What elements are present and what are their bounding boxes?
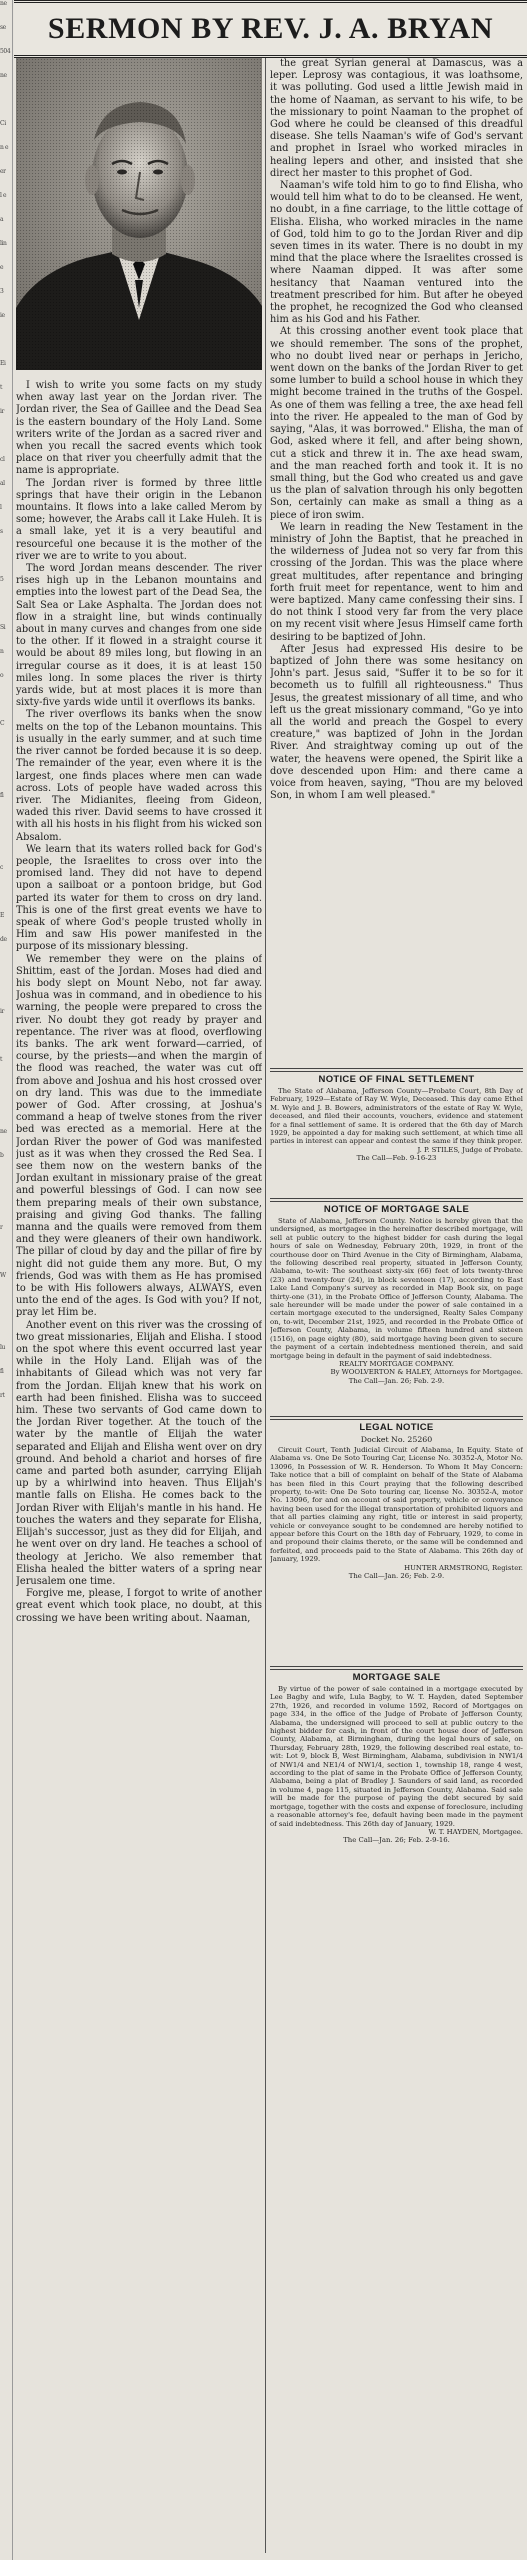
sermon-paragraph: At this crossing another event took place that we should remember. The sons of the prophet, who no doubt lived near or perhaps in Jericho, went down on the banks of the Jordan River to get some lumber to build a school house in which they might become trained in the truths of the Gospel. As one of them was felling a tree, the axe head fell into the river. He appealed to the man of God by saying, "Alas, it was borrowed." Elisha, the man of God, asked where it fell, and after being shown, cut a stick and threw it in. The axe head swam, and the man reached forth and took it. It is no small thing, but the God who created us and gave us the plan of salvation through his only begotten Son, certainly can make as small a thing as a piece of iron swim. [270,326,523,521]
sermon-paragraph: We learn in reading the New Testament in the ministry of John the Baptist, that he preached in the wilderness of Judea not so very far from this crossing of the Jordan. This was the place where great multitudes, after repentance and bringing forth fruit meet for repentance, went to him and were baptized. Many came confessing their sins. I do not think I stood very far from the very place on my recent visit where Jesus Himself came forth desiring to be baptized of John. [270,521,523,643]
gutter-fragment-line: c [0,864,3,871]
sermon-paragraph: The Jordan river is formed by three little springs that have their origin in the Lebanon mountains. It flows into a lake called Merom by some; however, the Arabs call it Lake Huleh. It is a small lake, yet it is a very beautiful and resourceful one because it is the mother of the river we are to write to you about. [16,477,262,562]
gutter-fragment-line [0,768,12,792]
column-rule [265,58,266,2553]
notice-mortgage-sale-2 [270,1672,523,1912]
gutter-fragment-line: de [0,936,7,943]
gutter-fragment-line: t [0,384,3,391]
gutter-fragment-line: n [0,648,4,655]
sermon-paragraph: Forgive me, please, I forgot to write of another great event which took place, no doubt, at this crossing we have been writing about. Naaman, [16,1588,262,1624]
gutter-fragment-line [0,96,12,120]
notice-title: MORTGAGE SALE [352,1672,441,1683]
sermon-column-right [270,58,523,1063]
gutter-fragment-line: ne [0,72,7,79]
sermon-column-left [16,380,262,2555]
gutter-fragment-line: cl [0,456,5,463]
gutter-fragment-line [0,1104,12,1128]
left-gutter-fragment [0,0,13,2560]
gutter-fragment-line [0,960,12,984]
gutter-fragment-line [0,336,12,360]
portrait-photo [16,58,262,370]
gutter-fragment-line [0,1200,12,1224]
gutter-fragment-line: e [0,264,4,271]
gutter-fragment-line [0,1320,12,1344]
gutter-fragment-line: s [0,528,3,535]
gutter-fragment-line: o [0,672,4,679]
gutter-fragment-line [0,696,12,720]
gutter-fragment-line: 5 [0,576,4,583]
notice-final-settlement [270,1074,523,1192]
gutter-fragment-line [0,1296,12,1320]
gutter-fragment-line: E [0,912,4,919]
sermon-paragraph: We remember they were on the plains of Shittim, east of the Jordan. Moses had died and his body slept on Mount Nebo, not far away. Joshua was in command, and in obedience to his warning, the people were prepared to cross the river. No doubt they got ready by prayer and repentance. The river was at flood, overflowing its banks. The ark went forward—carried, of course, by the priests—and when the margin of the flood was reached, the water was cut off from above and Joshua and his host crossed over on dry land. This was due to the immediate power of God. After crossing, at Joshua's command a heap of twelve stones from the river bed was erected as a memorial. Here at the Jordan River the power of God was manifested just as it was when they crossed the Red Sea. I see them now on the western banks of the Jordan exultant in missionary praise of the great and powerful blessings of God. I can now see them preparing meals of their own substance, praising and giving God thanks. The falling manna and the quails were removed from them and they were gleaners of their own handiwork. The pillar of cloud by day and the pillar of fire by night did not guide them any more. But, O my friends, God was with them as He has promised to be with His followers always, ALWAYS, even unto the end of the ages. Is God with you? If not, pray let Him be. [16,953,262,1319]
gutter-fragment-line: al [0,480,5,487]
gutter-fragment-line: t [0,1056,3,1063]
sermon-paragraph: the great Syrian general at Damascus, was a leper. Leprosy was contagious, it was loathsome, it was polluting. God used a little Jewish maid in the home of Naaman, as servant to his wife, to be the missionary to point Naaman to the prophet of God where he could be cleansed of this dreadful disease. She tells Naaman's wife of God's servant and prophet in Israel who worked miracles in healing lepers and other, and insisted that she direct her master to this prophet of God. [270,58,523,179]
notice-title: NOTICE OF MORTGAGE SALE [323,1204,470,1215]
gutter-fragment-line [0,432,12,456]
notice-signature: W. T. HAYDEN, Mortgagee. [428,1827,523,1836]
sermon-paragraph: The word Jordan means descender. The river rises high up in the Lebanon mountains and empties into the lowest part of the Dead Sea, the Salt Sea or Lake Asphalta. The Jordan does not flow in a straight line, but winds continually about in many curves and changes from one side to the other. If it flowed in a straight course it would be about 89 miles long, but flowing in an irregular course as it does, it is at least 150 miles long. In some places the river is thirty yards wide, but at most places it is more than sixty-five yards wide until it overflows its banks. [16,563,262,709]
gutter-fragment-line [0,552,12,576]
gutter-fragment-line: Si [0,624,6,631]
sermon-paragraph: Another event on this river was the crossing of two great missionaries, Elijah and Elisha. I stood on the spot where this event occurred last year while in the Holy Land. Elijah was of the inhabitants of Gilead which was not very far from the Jordan. Elijah knew that his work on earth had been finished. Elisha was to succeed him. These two servants of God came down to the Jordan River together. At the touch of the water by the mantle of Elijah the water separated and Elijah and Elisha went over on dry ground. And behold a chariot and horses of fire came and parted both asunder, carrying Elijah up by a whirlwind into heaven. Thus Elijah's mantle falls on Elisha. He comes back to the Jordan River with Elijah's mantle in his hand. He touches the waters and they separate for Elisha, Elijah's successor, just as they did for Elijah, and he went over on dry land. He teaches a school of theology at Jericho. We also remember that Elisha healed the bitter waters of a spring near Jerusalem one time. [16,1319,262,1587]
notice-body: The State of Alabama, Jefferson County—Probate Court, 8th Day of February, 1929—Estate of Ray W. Wyle, Deceased. This day came Ethel M. Wyle and J. B. Bowers, administrators of the estate of Ray W. Wyle, deceased, and filed their accounts, vouchers, evidence and statement for a final settlement of same. It is ordered that the 6th day of March 1929, be appointed a day for making such settlement, at which time all parties in interest can appear and contest the same if they think proper. [270,1087,523,1146]
notice-body: By virtue of the power of sale contained in a mortgage executed by Lee Bagby and wife, Lula Bagby, to W. T. Hayden, dated September 27th, 1926, and recorded in volume 1592, Record of Mortgages on page 334, in the office of the Judge of Probate of Jefferson County, Alabama, the undersigned will proceed to sell at public outcry to the highest bidder for cash, in front of the court house door of Jefferson County, Alabama, at Birmingham, during the legal hours of sale, on Thursday, February 28th, 1929, the following described real estate, to-wit: Lot 9, block B, West Birmingham, Alabama, subdivision in NW1/4 of NW1/4 and NE1/4 of NW1/4, section 1, township 18, range 4 west, according to the plat of same in the Probate Office of Jefferson County, Alabama, being a plat of Bradley J. Saunders of said land, as recorded in volume 4, page 115, situated in Jefferson County, Alabama. Said sale will be made for the purpose of paying the debt secured by said mortgage, together with the costs and expense of foreclosure, including a reasonable attorney's fee, default having been made in the payment of said indebtedness. This 26th day of January, 1929. [270,1685,523,1828]
sermon-paragraph: Naaman's wife told him to go to find Elisha, who would tell him what to do to be cleansed. He went, no doubt, in a fine carriage, to the little cottage of Elisha. Elisha, who worked miracles in the name of God, told him to go to the Jordan River and dip seven times in its water. There is no doubt in my mind that the place where the Israelites crossed is where Naaman dipped. It was after some hesitancy that Naaman ventured into the treatment prescribed for him. But after he obeyed the prophet, he recognized the God who cleansed him as his God and his Father. [270,180,523,326]
gutter-fragment-line: ie [0,312,5,319]
notice-title: NOTICE OF FINAL SETTLEMENT [318,1074,475,1085]
gutter-fragment-line: b [0,1152,4,1159]
headline-banner [14,0,527,58]
gutter-fragment-line: lu [0,1344,5,1351]
notice-publication: The Call—Jan. 26; Feb. 2-9. [348,1376,445,1385]
notice-publication: The Call—Jan. 26; Feb. 2-9-16. [343,1836,450,1845]
gutter-fragment-line [0,600,12,624]
gutter-fragment-line [0,1248,12,1272]
notice-title: LEGAL NOTICE [359,1422,434,1433]
gutter-fragment-line: rt [0,1392,5,1399]
sermon-paragraph: I wish to write you some facts on my study when away last year on the Jordan river. The Jordan river, the Sea of Gaillee and the Dead Sea is the eastern boundary of the Holy Land. Some writers write of the Jordan as a sacred river and when you recall the sacred events which took place on that river you cheerfully admit that the name is appropriate. [16,380,262,477]
gutter-fragment-line: Ei [0,360,6,367]
section-divider [270,1198,523,1202]
gutter-fragment-line: l e [0,192,7,199]
notice-signature: HUNTER ARMSTRONG, Register. [404,1563,523,1572]
gutter-fragment-line: ir [0,1008,4,1015]
gutter-fragment-line [0,1032,12,1056]
sermon-paragraph: After Jesus had expressed His desire to be baptized of John there was some hesitancy on John's part. Jesus said, "Suffer it to be so for it becometh us to fulfill all righteousness." Thus Jesus, the greatest missionary of all time, and who left us the great missionary command, "Go ye into all the world and preach the Gospel to every creature," was baptized of John in the Jordan River. And straightway coming up out of the water, the heavens were opened, the Spirit like a dove descended upon Him: and there came a voice from heaven, saying, "Thou are my beloved Son, in whom I am well pleased." [270,643,523,802]
notice-docket: Docket No. 25260 [360,1435,433,1444]
gutter-fragment-line: fi [0,792,4,799]
notice-publication: The Call—Jan. 26; Feb. 2-9. [348,1572,445,1581]
gutter-fragment-line [0,840,12,864]
gutter-fragment-line: C [0,720,5,727]
notice-legal [270,1422,523,1660]
portrait-of-preacher-image [16,58,262,370]
gutter-fragment-line [0,1080,12,1104]
gutter-fragment-line [0,1176,12,1200]
section-divider [270,1068,523,1072]
gutter-fragment-line: a [0,216,4,223]
gutter-fragment-line: l [0,504,2,511]
gutter-fragment-line: fi [0,1368,4,1375]
notice-mortgage-sale-1 [270,1204,523,1410]
gutter-fragment-line: ne [0,1128,7,1135]
notice-company: REALTY MORTGAGE COMPANY. [339,1359,454,1368]
notice-publication: The Call—Feb. 9-16-23 [356,1154,437,1163]
sermon-paragraph: The river overflows its banks when the snow melts on the top of the Lebanon mountains. This is usually in the early summer, and at such time the river cannot be forded because it is so deep. The remainder of the year, even where it is the largest, one finds places where men can wade across. Lots of people have waded across this river. The Midianites, fleeing from Gideon, waded this river. David seems to have crossed it with all his hosts in his flight from his wicked son Absalom. [16,709,262,843]
notice-body: Circuit Court, Tenth Judicial Circuit of Alabama, In Equity. State of Alabama vs. One De Soto Touring Car, License No. 30352-A, Motor No. 13096, In Possession of W. R. Henderson. To Whom It May Concern: Take notice that a bill of complaint on behalf of the State of Alabama has been filed in this Court praying that the following described property, to-wit: One De Soto touring car, license No. 30352-A, motor No. 13096, for and on account of said property, vehicle or conveyance having been used for the illegal transportation of prohibited liquors and that all parties claiming any right, title or interest in said property, vehicle or conveyance sought to be condemned are hereby notified to appear before this Court on the 18th day of February, 1929, to come in and propound their claims thereto, or the same will be condemned and forfeited, and proceeds paid to the State of Alabama. This 26th day of January, 1929. [270,1446,523,1564]
gutter-fragment-line: 504 [0,48,11,55]
gutter-fragment-line: n e [0,144,9,151]
section-divider [270,1666,523,1670]
sermon-paragraph: We learn that its waters rolled back for God's people, the Israelites to cross over into the promised land. They did not have to depend upon a sailboat or a pontoon bridge, but God parted its water for them to cross on dry land. This is one of the first great events we have to speak of where God's people trusted wholly in Him and saw His power manifested in the purpose of its missionary blessing. [16,843,262,953]
gutter-fragment-line [0,984,12,1008]
gutter-fragment-line: ir [0,408,4,415]
section-divider [270,1416,523,1420]
notice-body: State of Alabama, Jefferson County. Notice is hereby given that the undersigned, as mortgagee in the hereinafter described mortgage, will sell at public outcry to the highest bidder for cash during the legal hours of sale on Wednesday, February 20th, 1929, in front of the courthouse door on Third Avenue in the City of Birmingham, Alabama, the following described real property, situated in Jefferson County, Alabama, to-wit: The southeast sixty-six (66) feet of lots twenty-three (23) and twenty-four (24), in block seventeen (17), according to East Lake Land Company's survey as recorded in Map Book six, on page thirty-one (31), in the Probate Office of Jefferson County, Alabama. The sale hereunder will be made under the power of sale contained in a certain mortgage executed to the undersigned, Realty Sales Company on, to-wit, December 21st, 1925, and recorded in the Probate Office of Jefferson County, Alabama, in volume fifteen hundred and sixteen (1516), on page eighty (80), said mortgage having been given to secure the payment of a certain indebtedness mentioned therein, and said mortgage being in default in the payment of said indebtedness. [270,1217,523,1360]
gutter-fragment-line [0,816,12,840]
gutter-fragment-line: se [0,24,6,31]
notice-signature: J. P. STILES, Judge of Probate. [417,1145,523,1154]
gutter-fragment-line: er [0,168,6,175]
gutter-fragment-line: lin [0,240,7,247]
gutter-fragment-line: Ci [0,120,6,127]
notice-signature: By WOOLVERTON & HALEY, Attorneys for Mortgagee. [330,1368,523,1377]
headline: SERMON BY REV. J. A. BRYAN [47,12,494,45]
gutter-fragment-line: r [0,1224,3,1231]
gutter-fragment-line: W [0,1272,6,1279]
gutter-fragment-line: ne [0,0,7,7]
gutter-fragment-line: 3 [0,288,4,295]
gutter-fragment-line [0,744,12,768]
gutter-fragment-line [0,888,12,912]
